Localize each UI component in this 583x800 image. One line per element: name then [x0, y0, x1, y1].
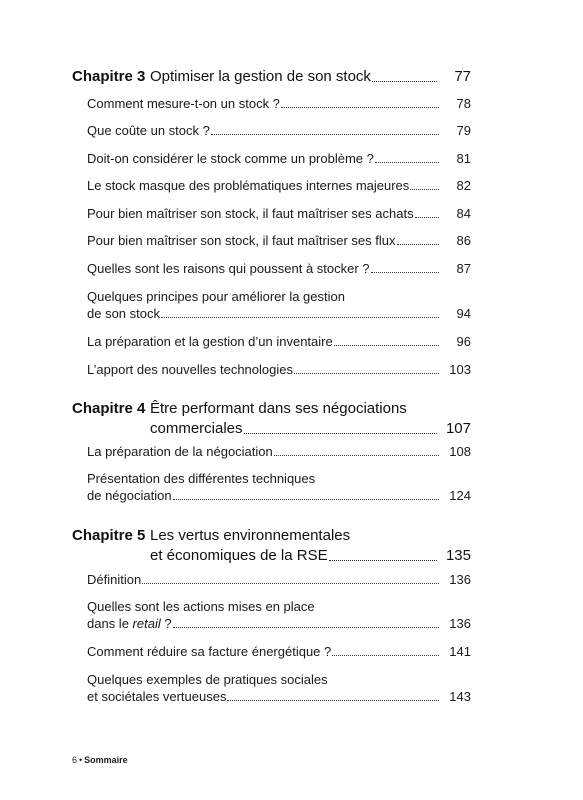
entry-page: 143: [449, 689, 471, 704]
entry-page: 86: [456, 233, 471, 248]
leader-dots: [415, 216, 439, 218]
entry-page: 81: [456, 151, 471, 166]
entry-page: 124: [449, 488, 471, 503]
entry-page: 103: [449, 362, 471, 377]
entry-title-continued: et sociétales vertueuses: [87, 689, 227, 704]
entry-title: Pour bien maîtriser son stock, il faut maîtriser ses flux: [87, 233, 396, 248]
toc-entry[interactable]: [87, 470, 471, 504]
entry-title: Quelles sont les raisons qui poussent à stocker ?: [87, 261, 370, 276]
entry-page: 136: [449, 616, 471, 631]
leader-dots: [410, 188, 439, 190]
leader-dots: [274, 454, 439, 456]
entry-title: Doit-on considérer le stock comme un problème ?: [87, 151, 374, 166]
leader-dots: [142, 582, 439, 584]
entry-page: 94: [456, 306, 471, 321]
toc-entry[interactable]: [87, 598, 471, 632]
entry-page: 78: [456, 96, 471, 111]
leader-dots: [227, 699, 439, 701]
toc-entry[interactable]: [87, 443, 471, 460]
entry-title: Le stock masque des problématiques internes majeures: [87, 178, 410, 193]
entry-page: 96: [456, 334, 471, 349]
leader-dots: [281, 106, 439, 108]
entry-title: La préparation et la gestion d’un inventaire: [87, 334, 333, 349]
leader-dots: [371, 271, 439, 273]
leader-dots: [244, 432, 437, 434]
footer-page-number: 6: [72, 755, 78, 765]
leader-dots: [294, 372, 439, 374]
entry-title: L’apport des nouvelles technologies: [87, 362, 293, 377]
chapter-title-continued: commerciales: [150, 420, 243, 437]
chapter-heading: [72, 67, 471, 87]
entry-page: 108: [449, 444, 471, 459]
toc-entry[interactable]: [87, 232, 471, 249]
entry-title: Quelles sont les actions mises en place: [87, 599, 315, 614]
chapter-heading: [72, 526, 471, 566]
entry-page: 82: [456, 178, 471, 193]
entry-title-continued-text: dans le retail ?: [87, 616, 172, 631]
leader-dots: [173, 498, 439, 500]
toc-entry[interactable]: [87, 95, 471, 112]
chapter-title: Les vertus environnementales: [150, 527, 351, 544]
entry-page: 87: [456, 261, 471, 276]
leader-dots: [161, 316, 439, 318]
chapter-title-continued: et économiques de la RSE: [150, 547, 328, 564]
chapter-page: 135: [445, 547, 471, 564]
entry-title: Pour bien maîtriser son stock, il faut maîtriser ses achats: [87, 206, 414, 221]
leader-dots: [332, 654, 439, 656]
entry-title-continued: de son stock: [87, 306, 160, 321]
leader-dots: [397, 243, 440, 245]
chapter-number: Chapitre 3: [72, 68, 146, 85]
toc-entry[interactable]: [87, 122, 471, 139]
chapter-page: 107: [445, 420, 471, 437]
toc-entry[interactable]: [87, 333, 471, 350]
entry-title: Présentation des différentes techniques: [87, 471, 316, 486]
entry-title-continued: de négociation: [87, 488, 172, 503]
toc-entry[interactable]: [87, 643, 471, 660]
leader-dots: [329, 559, 437, 561]
entry-page: 141: [449, 644, 471, 659]
entry-title: Quelques principes pour améliorer la gestion: [87, 289, 345, 304]
toc-entry[interactable]: [87, 150, 471, 167]
page-footer: [72, 754, 128, 766]
toc-entry[interactable]: [87, 205, 471, 222]
entry-page: 136: [449, 572, 471, 587]
leader-dots: [173, 626, 439, 628]
entry-title: Comment réduire sa facture énergétique ?: [87, 644, 332, 659]
chapter-page: 77: [454, 68, 471, 85]
chapter-number: Chapitre 4: [72, 400, 146, 417]
leader-dots: [334, 344, 439, 346]
chapter-title: Être performant dans ses négociations: [150, 400, 407, 417]
leader-dots: [211, 133, 439, 135]
entry-page: 84: [456, 206, 471, 221]
entry-title: Que coûte un stock ?: [87, 123, 210, 138]
chapter-number: Chapitre 5: [72, 527, 146, 544]
entry-title: Quelques exemples de pratiques sociales: [87, 672, 328, 687]
chapter-heading: [72, 399, 471, 439]
leader-dots: [372, 80, 437, 82]
italic-term: retail: [132, 616, 161, 631]
toc-entry[interactable]: [87, 177, 471, 194]
entry-title: Comment mesure-t-on un stock ?: [87, 96, 280, 111]
leader-dots: [375, 161, 439, 163]
entry-title: La préparation de la négociation: [87, 444, 273, 459]
chapter-title: Optimiser la gestion de son stock: [150, 68, 371, 85]
toc-entry[interactable]: [87, 671, 471, 705]
toc-entry[interactable]: [87, 288, 471, 322]
entry-title-continued: [87, 615, 172, 632]
toc-entry[interactable]: [87, 361, 471, 378]
footer-separator: •: [79, 755, 83, 765]
footer-title: Sommaire: [84, 755, 128, 765]
entry-title: Définition: [87, 572, 142, 587]
toc-entry[interactable]: [87, 571, 471, 588]
entry-page: 79: [456, 123, 471, 138]
toc-entry[interactable]: [87, 260, 471, 277]
